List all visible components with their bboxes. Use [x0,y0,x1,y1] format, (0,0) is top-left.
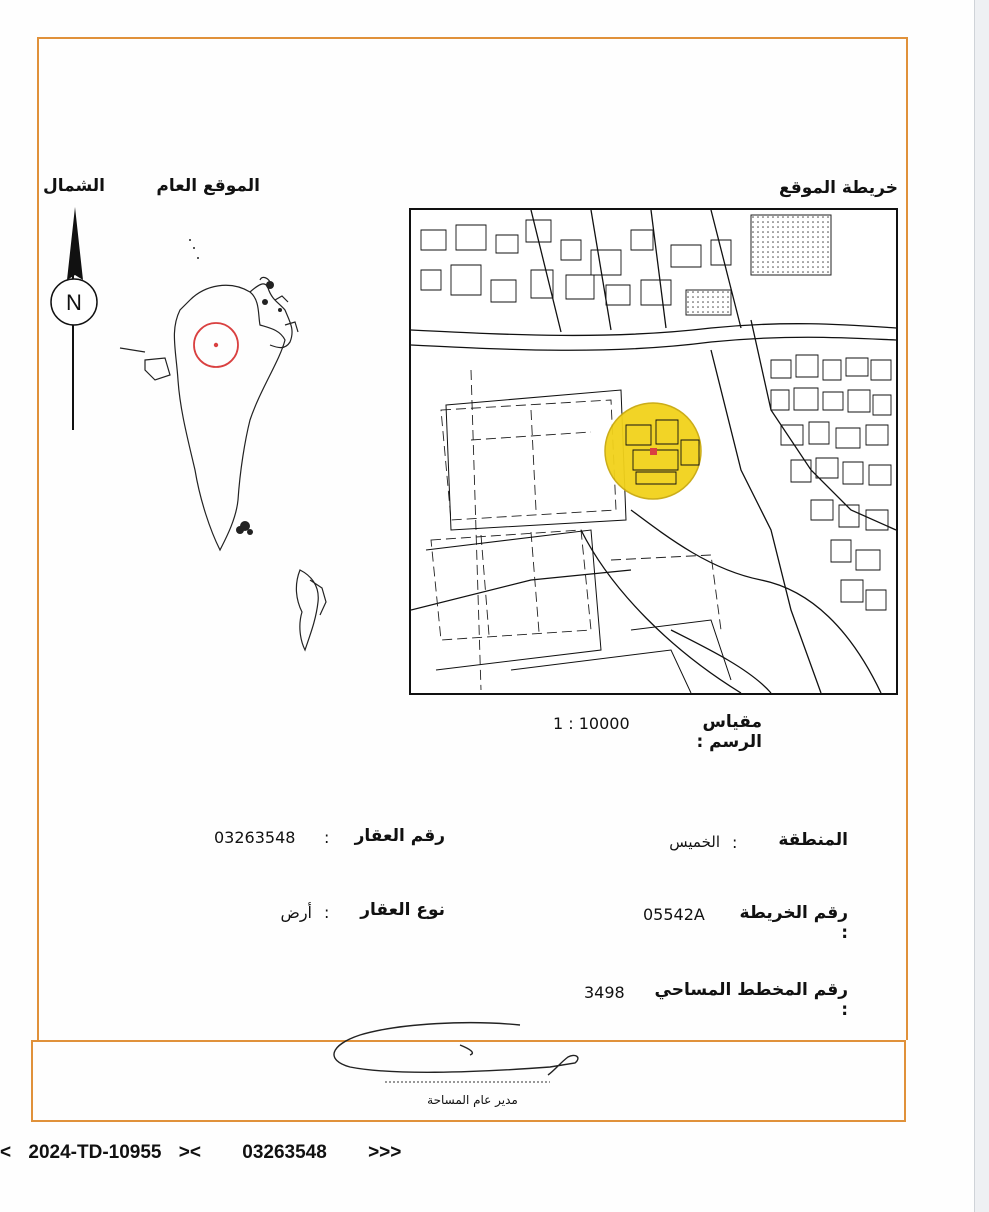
scale-label: مقياس الرسم : [696,712,762,752]
property-number-separator: : [324,828,330,847]
signature-image [320,1015,590,1090]
property-number-label: رقم العقار [354,826,445,846]
general-location-map [110,230,360,670]
property-type-label: نوع العقار [360,900,445,920]
survey-plan-value: 3498 [584,983,625,1002]
location-map-title: خريطة الموقع [778,178,898,198]
property-type-separator: : [324,903,330,922]
region-label: المنطقة [778,830,848,850]
north-arrow-icon [48,205,102,435]
signature-title: مدير عام المساحة [427,1093,518,1107]
region-separator: : [732,833,738,852]
footer-end-marker: >>> [368,1142,402,1163]
footer-reference-line [0,1142,401,1164]
general-location-title: الموقع العام [156,176,260,196]
footer-property-id: 03263548 [242,1142,327,1163]
footer-reference: 2024-TD-10955 [28,1142,162,1163]
map-number-value: 05542A [643,905,705,924]
north-label: الشمال [42,176,105,196]
footer-open-marker: < [0,1142,12,1163]
property-type-value: أرض [280,903,312,922]
north-letter: N [66,290,82,315]
property-number-value: 03263548 [214,828,296,847]
site-map [409,208,898,695]
footer-mid-marker: >< [178,1142,201,1163]
scale-value: 1 : 10000 [553,714,630,733]
region-value: الخميس [669,833,720,851]
window-edge [974,0,989,1212]
survey-plan-label: رقم المخطط المساحي : [654,980,848,1020]
map-number-label: رقم الخريطة : [739,903,848,943]
